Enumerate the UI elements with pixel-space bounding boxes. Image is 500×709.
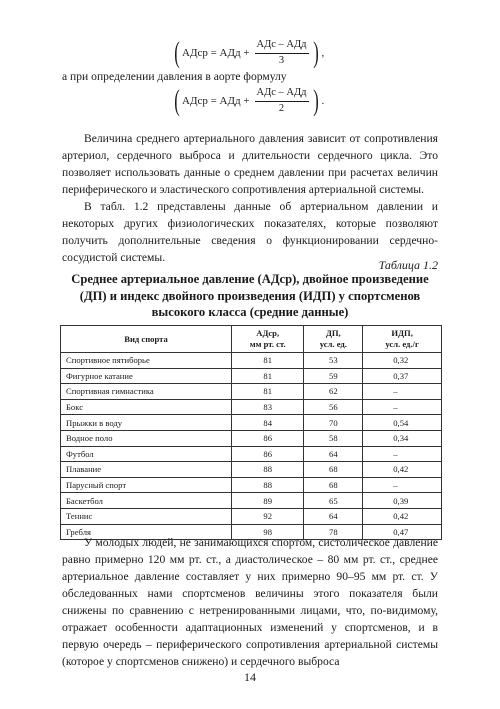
- table-row: [61, 353, 442, 369]
- cell-dp: 62: [304, 384, 363, 400]
- close-parenthesis: ): [312, 84, 319, 117]
- table-row: [61, 415, 442, 431]
- table-row: [61, 508, 442, 524]
- header-dp: [304, 326, 363, 353]
- cell-adsr: 86: [232, 430, 304, 446]
- header-dp-line2: усл. ед.: [319, 339, 347, 349]
- cell-sport: Водное поло: [61, 430, 232, 446]
- cell-dp: 56: [304, 399, 363, 415]
- cell-dp: 53: [304, 353, 363, 369]
- paragraph-table-reference: В табл. 1.2 представлены данные об артериальном давлении и некоторых других физиологических показателях, которые позволяют получить дополнительные сведения о функционировании сердечно-сосудистой системы.: [62, 200, 438, 264]
- cell-adsr: 81: [232, 353, 304, 369]
- cell-idp: 0,54: [363, 415, 442, 431]
- cell-adsr: 92: [232, 508, 304, 524]
- cell-idp: 0,42: [363, 508, 442, 524]
- cell-idp: –: [363, 384, 442, 400]
- cell-idp: 0,47: [363, 524, 442, 540]
- cell-idp: 0,34: [363, 430, 442, 446]
- table-row: [61, 493, 442, 509]
- formula-mean-pressure-1: [172, 38, 324, 68]
- header-idp-line2: усл. ед./г: [385, 339, 419, 349]
- cell-adsr: 98: [232, 524, 304, 540]
- cell-sport: Прыжки в воду: [61, 415, 232, 431]
- cell-sport: Спортивное пятиборье: [61, 353, 232, 369]
- cell-idp: –: [363, 399, 442, 415]
- table-row: [61, 430, 442, 446]
- table-row: [61, 384, 442, 400]
- formula-lhs: АДср = АДд +: [182, 94, 250, 107]
- paragraph-mean-pressure: Величина среднего артериального давления зависит от сопротивления артериол, сердечного выброса и длительности сердечного цикла. Это позволяет использовать данные о среднем давлении при расчетах величин периферического и эластического сопротивления артериальной системы.: [62, 132, 438, 196]
- fraction-denominator: 2: [278, 102, 285, 114]
- cell-dp: 78: [304, 524, 363, 540]
- table-label: Таблица 1.2: [378, 258, 438, 272]
- intro-line: а при определении давления в аорте формулу: [62, 70, 287, 83]
- table-row: [61, 477, 442, 493]
- cell-sport: Парусный спорт: [61, 477, 232, 493]
- cell-idp: 0,32: [363, 353, 442, 369]
- header-adsr: [232, 326, 304, 353]
- cell-sport: Футбол: [61, 446, 232, 462]
- header-adsr-line1: АДср,: [256, 328, 280, 338]
- fraction-numerator: АДс – АДд: [255, 40, 309, 54]
- cell-dp: 68: [304, 477, 363, 493]
- table-row: [61, 368, 442, 384]
- cell-sport: Гребля: [61, 524, 232, 540]
- table-title: Среднее артериальное давление (АДср), двойное произведение (ДП) и индекс двойного произведения (ИДП) у спортсменов высокого класса (средние данные): [71, 272, 429, 319]
- cell-adsr: 81: [232, 368, 304, 384]
- cell-sport: Плавание: [61, 462, 232, 478]
- fraction-denominator: 3: [278, 54, 285, 66]
- cell-sport: Бокс: [61, 399, 232, 415]
- cell-adsr: 89: [232, 493, 304, 509]
- cell-sport: Баскетбол: [61, 493, 232, 509]
- formula-mean-pressure-2: [172, 86, 324, 116]
- cell-adsr: 86: [232, 446, 304, 462]
- data-table: [60, 325, 442, 540]
- table-row: [61, 446, 442, 462]
- cell-sport: Теннис: [61, 508, 232, 524]
- close-parenthesis: ): [312, 36, 319, 69]
- formula-punctuation: .: [321, 94, 325, 107]
- header-sport: Вид спорта: [61, 326, 232, 353]
- page-number: 14: [244, 670, 256, 684]
- formula-punctuation: ,: [321, 46, 325, 59]
- cell-dp: 68: [304, 462, 363, 478]
- formula-fraction: [255, 88, 309, 114]
- open-parenthesis: (: [174, 84, 180, 117]
- cell-dp: 65: [304, 493, 363, 509]
- formula-lhs: АДср = АДд +: [182, 46, 250, 59]
- cell-dp: 58: [304, 430, 363, 446]
- cell-idp: 0,37: [363, 368, 442, 384]
- fraction-numerator: АДс – АДд: [255, 88, 309, 102]
- cell-dp: 64: [304, 446, 363, 462]
- paragraph-pressure-in-athletes: У молодых людей, не занимающихся спортом, систолическое давление равно примерно 120 мм рт. ст., а диастолическое – 80 мм рт. ст., среднее артериальное давление составляет у них примерно 90–95 мм рт. ст. У обследованных нами спортсменов величины этого показателя были снижены по сравнению с нетренированными лицами, что, по-видимому, отражает особенности адаптационных изменений у спортсменов, и в первую очередь – периферического сопротивления артериальной системы (которое у спортсменов снижено) и сердечного выброса: [62, 536, 438, 668]
- cell-adsr: 81: [232, 384, 304, 400]
- cell-adsr: 88: [232, 477, 304, 493]
- table-row: [61, 399, 442, 415]
- cell-sport: Фигурное катание: [61, 368, 232, 384]
- cell-idp: –: [363, 477, 442, 493]
- cell-adsr: 88: [232, 462, 304, 478]
- cell-idp: 0,39: [363, 493, 442, 509]
- open-parenthesis: (: [174, 36, 180, 69]
- cell-idp: –: [363, 446, 442, 462]
- cell-dp: 70: [304, 415, 363, 431]
- cell-dp: 59: [304, 368, 363, 384]
- cell-adsr: 84: [232, 415, 304, 431]
- cell-idp: 0,42: [363, 462, 442, 478]
- header-dp-line1: ДП,: [325, 328, 341, 338]
- header-idp-line1: ИДП,: [391, 328, 413, 338]
- header-adsr-line2: мм рт. ст.: [249, 339, 286, 349]
- cell-sport: Спортивная гимнастика: [61, 384, 232, 400]
- formula-fraction: [255, 40, 309, 66]
- header-idp: [363, 326, 442, 353]
- table-row: [61, 462, 442, 478]
- cell-adsr: 83: [232, 399, 304, 415]
- cell-dp: 64: [304, 508, 363, 524]
- table-header-row: [61, 326, 442, 353]
